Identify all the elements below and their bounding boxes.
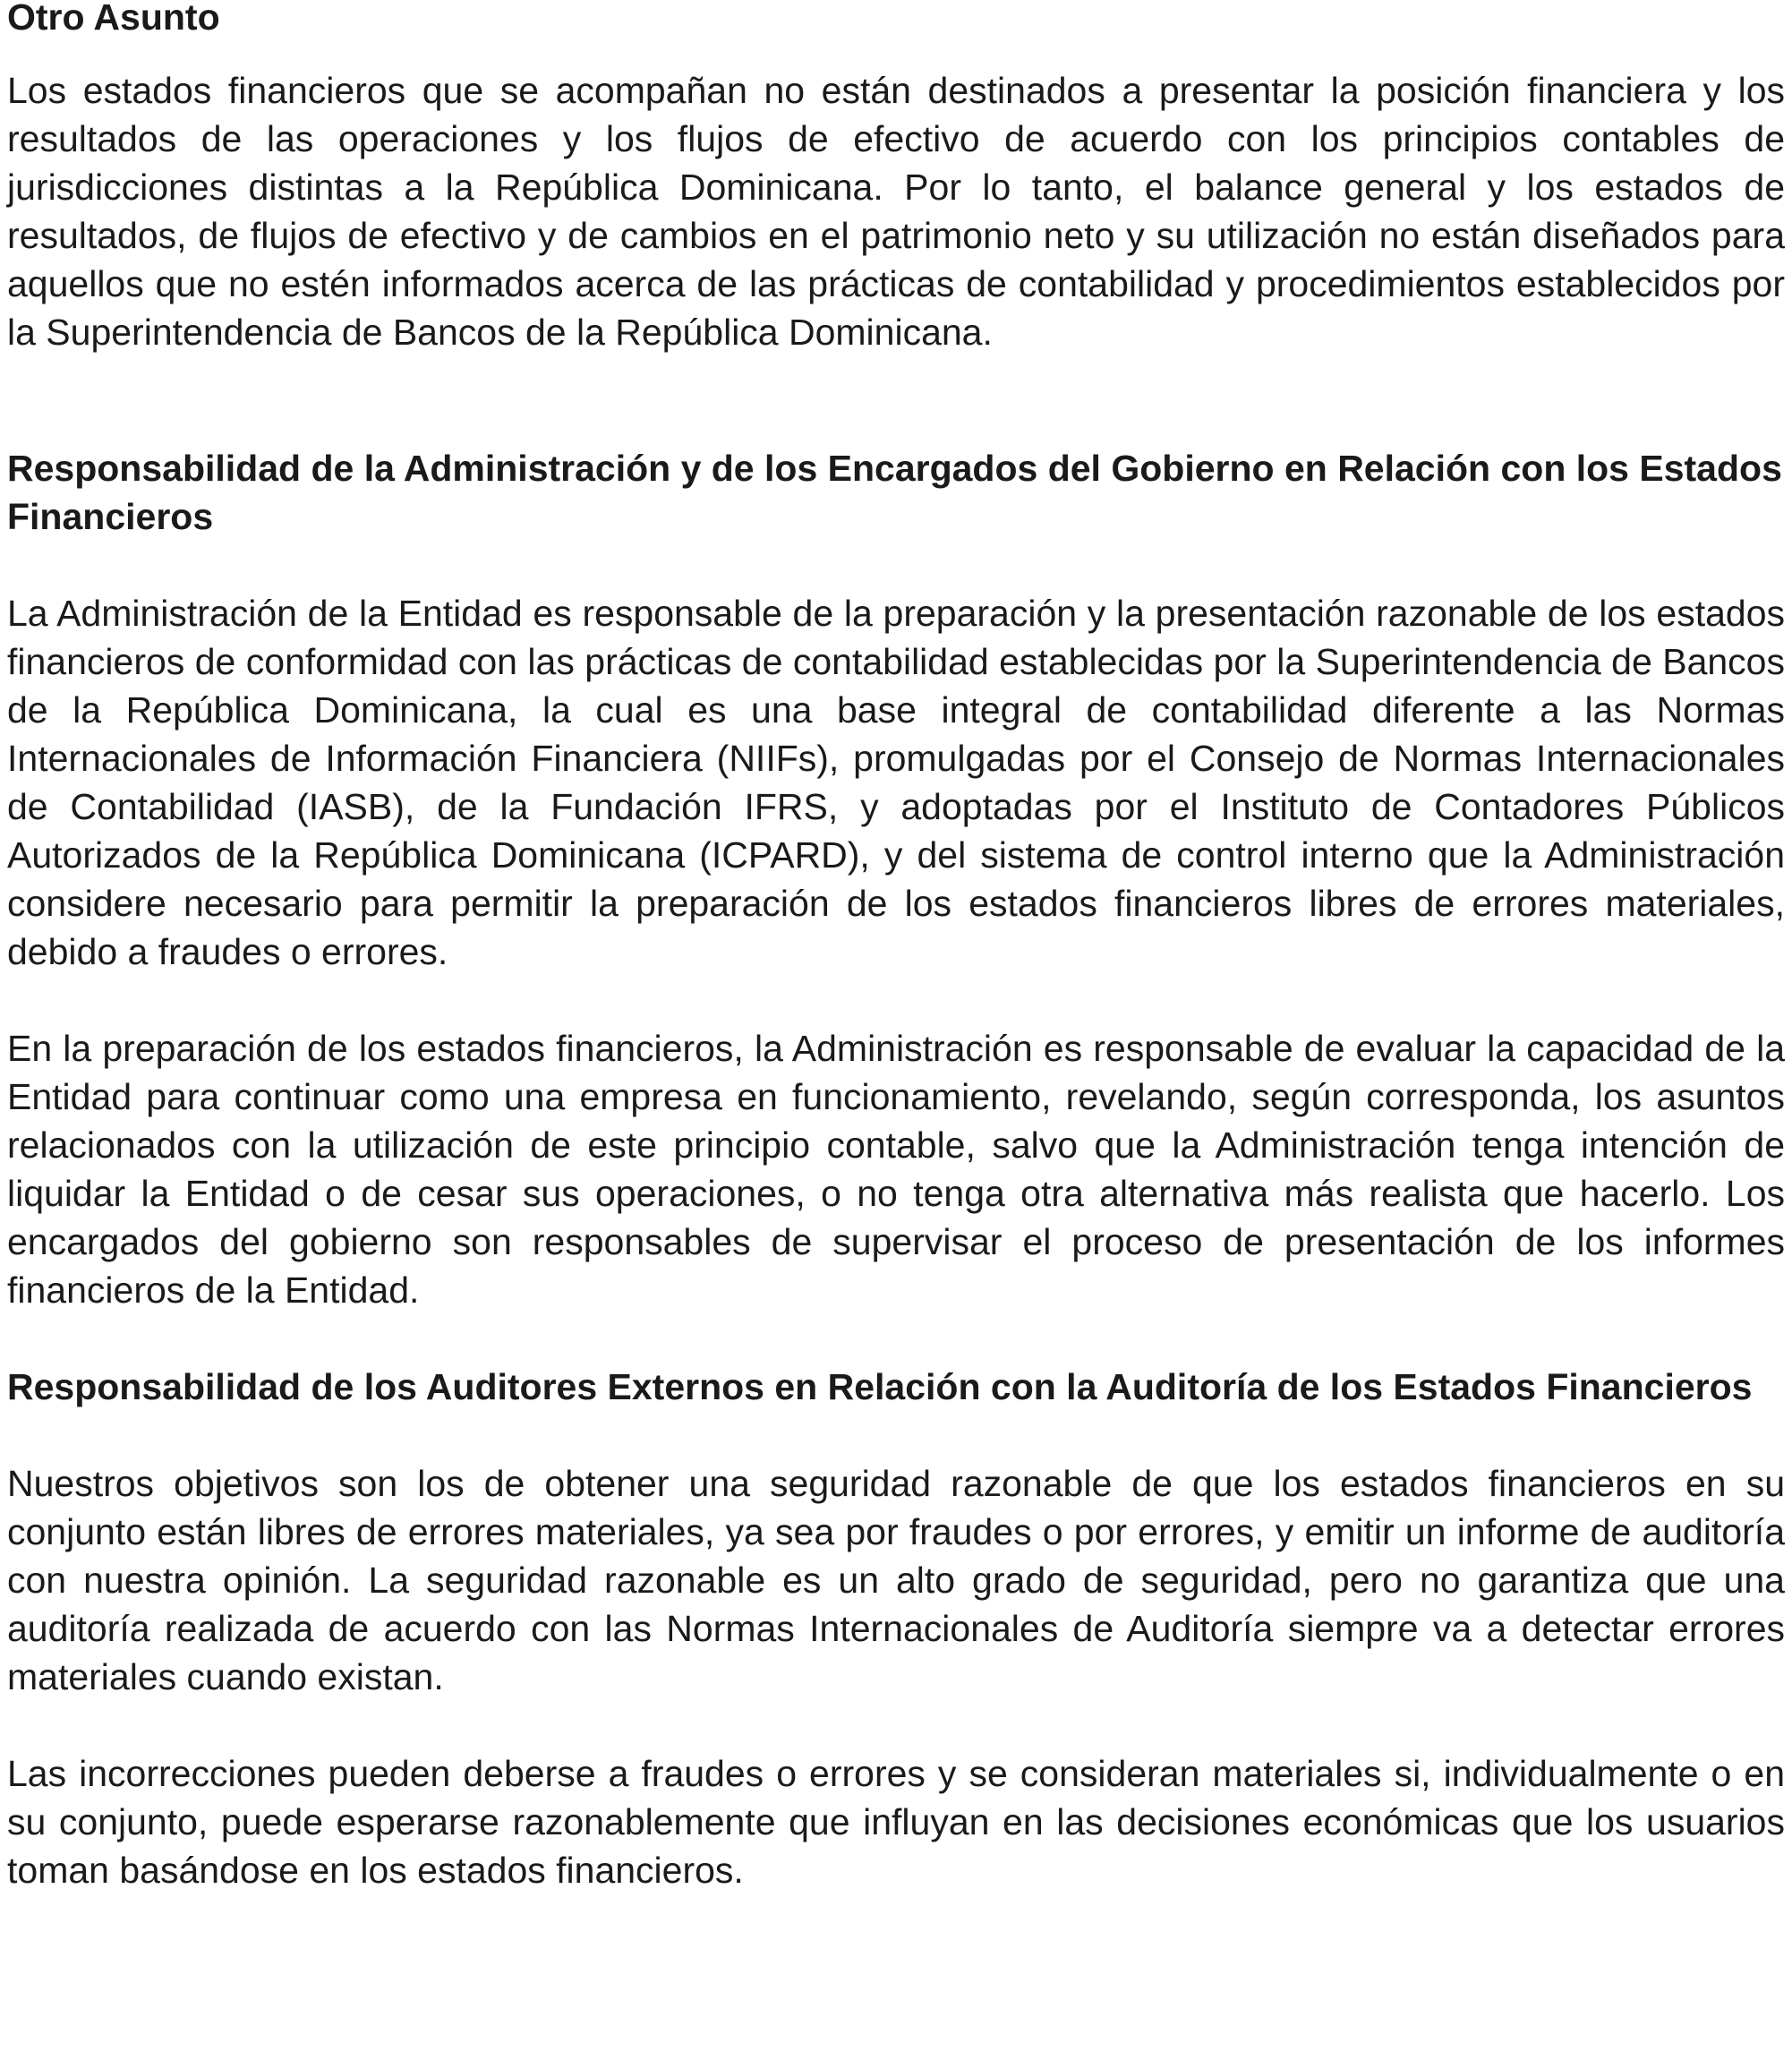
paragraph-responsabilidad-auditores-2: Las incorrecciones pueden deberse a fraudes o errores y se consideran materiales si, individualmente o en su conjunto, puede esperarse razonablemente que influyan en las decisiones económicas que los usuarios toman basándose en los estados financieros.: [7, 1753, 1785, 1891]
section-heading-otro-asunto: Otro Asunto: [7, 0, 220, 38]
section-heading-responsabilidad-auditores: Responsabilidad de los Auditores Externos en Relación con la Auditoría de los Estados Financieros: [7, 1366, 1753, 1407]
paragraph-responsabilidad-auditores-1: Nuestros objetivos son los de obtener una seguridad razonable de que los estados financieros en su conjunto están libres de errores materiales, ya sea por fraudes o por errores, y emitir un informe de auditoría con nuestra opinión. La seguridad razonable es un alto grado de seguridad, pero no garantiza que una auditoría realizada de acuerdo con las Normas Internacionales de Auditoría siempre va a detectar errores materiales cuando existan.: [7, 1463, 1785, 1697]
document-page: [7, 0, 1785, 1894]
section-heading-responsabilidad-administracion: Responsabilidad de la Administración y de los Encargados del Gobierno en Relación con los Estados Financieros: [7, 448, 1782, 537]
paragraph-otro-asunto: Los estados financieros que se acompañan no están destinados a presentar la posición financiera y los resultados de las operaciones y los flujos de efectivo de acuerdo con los principios contables de jurisdicciones distintas a la República Dominicana. Por lo tanto, el balance general y los estados de resultados, de flujos de efectivo y de cambios en el patrimonio neto y su utilización no están diseñados para aquellos que no estén informados acerca de las prácticas de contabilidad y procedimientos establecidos por la Superintendencia de Bancos de la República Dominicana.: [7, 70, 1785, 353]
paragraph-responsabilidad-administracion-1: La Administración de la Entidad es responsable de la preparación y la presentación razonable de los estados financieros de conformidad con las prácticas de contabilidad establecidas por la Superintendencia de Bancos de la República Dominicana, la cual es una base integral de contabilidad diferente a las Normas Internacionales de Información Financiera (NIIFs), promulgadas por el Consejo de Normas Internacionales de Contabilidad (IASB), de la Fundación IFRS, y adoptadas por el Instituto de Contadores Públicos Autorizados de la República Dominicana (ICPARD), y del sistema de control interno que la Administración considere necesario para permitir la preparación de los estados financieros libres de errores materiales, debido a fraudes o errores.: [7, 593, 1785, 972]
paragraph-responsabilidad-administracion-2: En la preparación de los estados financieros, la Administración es responsable de evaluar la capacidad de la Entidad para continuar como una empresa en funcionamiento, revelando, según corresponda, los asuntos relacionados con la utilización de este principio contable, salvo que la Administración tenga intención de liquidar la Entidad o de cesar sus operaciones, o no tenga otra alternativa más realista que hacerlo. Los encargados del gobierno son responsables de supervisar el proceso de presentación de los informes financieros de la Entidad.: [7, 1028, 1785, 1311]
